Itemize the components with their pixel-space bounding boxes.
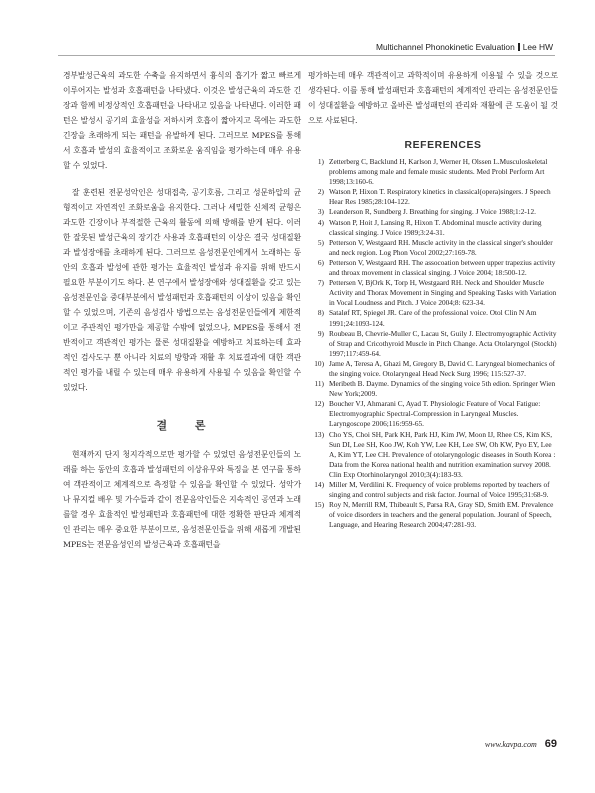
reference-item bbox=[308, 218, 558, 238]
reference-number: 4) bbox=[317, 217, 324, 227]
right-column bbox=[308, 68, 558, 530]
reference-number: 9) bbox=[317, 328, 324, 338]
reference-item bbox=[308, 430, 558, 480]
journal-url[interactable]: www.kavpa.com bbox=[484, 740, 537, 749]
reference-item bbox=[308, 278, 558, 308]
body-paragraph-continued: 평가하는데 매우 객관적이고 과학적이며 유용하게 이용될 수 있을 것으로 생각된다. 이를 통해 발성패턴과 호흡패턴의 체계적인 관리는 음성전문인들이 성대질환을 예방하고 올바른 발성패턴의 관리와 재활에 큰 도움이 될 것으로 사료된다. bbox=[308, 71, 558, 125]
reference-text: Petterson V, Westgaard RH. The assocoation between upper trapezius activity and throax movement in classical singing. J Voice 2004; 18:500-12. bbox=[329, 257, 556, 278]
reference-number: 12) bbox=[314, 399, 324, 409]
conclusion-paragraph: 현재까지 단지 청지각적으로만 평가할 수 있었던 음성전문인들의 노래를 하는 동안의 호흡과 발성패턴의 이상유무와 특징을 본 연구를 통하여 객관적이고 체계적으로 측정할 수 있음을 확인할 수 있었다. 성악가나 뮤지컬 배우 및 가수들과 같이 전문음악인들은 지속적인 공연과 노래를할 경우 효율적인 발성패턴과 호흡패턴에 대한 정확한 판단과 체계적인 관리는 매우 중요한 부분이므로, 음성전문인들을 위해 새롭게 개발된 MPES는 전문음성인의 발성근육과 호흡패턴을 bbox=[63, 450, 301, 549]
reference-text: Watson P, Hixon T. Respiratory kinetics in classical(opera)singers. J Speech Hear Res 1985;28:104-122. bbox=[329, 187, 551, 207]
body-paragraph-2: 잘 훈련된 전문성악인은 성대접촉, 공기호름, 그리고 성문하압의 균형적이고 자연적인 조화로움을 유지한다. 그러나 세밀한 신체적 균형은 과도한 긴장이나 부적절한 근육의 활동에 의해 방해를 받게 된다. 이러한 잘못된 발성근육의 장기간 사용과 호흡패턴의 이상은 결국 성대질환과 발성장애를 초래하게 된다. 그러므로 음성전문인에게서 노래하는 동안의 호흡과 발성에 관한 평가는 효율적인 발성과 유지를 위해 반드시 필요한 부분이기도 하다. 본 연구에서 발성장애와 성대질환을 갖고 있는 음성전문인을 중대부분에서 발성패턴과 호흡패턴의 이상이 있음을 확인할 수 있었으며, 기존의 음성검사 방법으로는 음성전문인들에게 제한적이고 주관적인 평가만을 제공할 수밖에 없었으나, MPES를 통해서 전반적이고 객관적인 평가는 물론 성대질환을 예방하고 치료하는데 효과적인 검사도구 뿐 아니라 치료의 방향과 재활 후 치료결과에 대한 객관적인 평가를 내릴 수 있는데 매우 유용하게 사용될 수 있음을 확인할 수 있었다. bbox=[63, 188, 301, 392]
reference-number: 3) bbox=[317, 207, 324, 217]
reference-text: Boucher VJ, Ahmarani C, Ayad T. Physiologic Feature of Vocal Fatigue: Electromyographic Spectral-Compression in Laryngeal Muscles. Laryngoscope 2006;116:959-65. bbox=[329, 399, 541, 429]
page-footer bbox=[485, 734, 557, 752]
reference-number: 10) bbox=[314, 358, 324, 368]
reference-text: Zetterberg C, Backlund H, Karlson J, Werner H, Olssen L.Musculoskeletal problems among male and female music students. Med Probl Perform Art 1998;13:160-6. bbox=[329, 157, 548, 187]
reference-text: Miller M, Verdilini K. Frequency of voice problems reported by teachers of singing and control subjects and risk factor. Journal of Voice 1995;31:68-9. bbox=[329, 480, 550, 500]
reference-text: Cho YS, Choi SH, Park KH, Park HJ, Kim JW, Moon IJ, Rhee CS, Kim KS, Sun DI, Lee SH, Koo JW, Koh YW, Lee KH, Lee SW, Oh KW, Pyo EY, Lee A, Kim YT, Lee CH. Prevalence of otolaryngologic diseases in South Korea : Data from the Korea national health and nutrition examination survey 2008. Clin Exp Otorhinolaryngol 2010;3(4):183-93. bbox=[329, 429, 556, 479]
reference-text: Petterson V, Westgaard RH. Muscle activity in the classical singer's shoulder and neck region. Log Phon Vocol 2002;27:169-78. bbox=[329, 237, 553, 257]
reference-number: 1) bbox=[317, 157, 324, 166]
reference-item bbox=[308, 187, 558, 207]
reference-number: 13) bbox=[314, 429, 324, 439]
body-paragraph-1: 경부발성근육의 과도한 수축을 유지하면서 흉식의 흡기가 짧고 빠르게 이루어지는 발성과 호흡패턴을 나타냈다. 이것은 발성근육의 과도한 긴장과 함께 비정상적인 호흡패턴을 나타내고 있음을 나타낸다. 이러한 패턴은 발성시 공기의 효율성을 저하시켜 호흡이 짧아지고 목에는 과도한 긴장을 초래하게 되는 패턴을 유발하게 된다. 그러므로 MPES를 통해서 호흡과 발성의 효율적이고 조화로운 움직임을 평가하는데 매우 유용할 수 있었다. bbox=[63, 71, 301, 170]
reference-text: Roy N, Merrill RM, Thibeault S, Parsa RA, Gray SD, Smith EM. Prevalence of voice disorders in teachers and the general population. Jouranl of Speech, Language, and Hearing Research 2004;47:281-93. bbox=[329, 500, 554, 530]
reference-item bbox=[308, 500, 558, 530]
running-title: Multichannel Phonokinetic Evaluation bbox=[375, 42, 515, 52]
reference-number: 5) bbox=[317, 237, 324, 247]
reference-text: Watson P, Hoit J, Lansing R, Hixon T. Abdominal muscle activity during classical singing. J Voice 1989;3:24-31. bbox=[329, 217, 542, 237]
reference-item bbox=[308, 238, 558, 258]
conclusion-heading: 결 론 bbox=[156, 419, 218, 432]
running-header bbox=[376, 42, 553, 52]
reference-item bbox=[308, 258, 558, 278]
reference-item bbox=[308, 308, 558, 328]
reference-item bbox=[308, 480, 558, 500]
reference-number: 2) bbox=[317, 187, 324, 197]
reference-item bbox=[308, 329, 558, 359]
header-separator bbox=[518, 43, 520, 51]
header-rule bbox=[58, 55, 555, 56]
reference-text: Pettersen V, BjOrk K, Torp H, Westgaard RH. Neck and Shoulder Muscle Activity and Thorax Movement in Singing and Speaking Tasks with Variation in Vocal Loudness and Pitch. J Voice 2004;8: 623-34. bbox=[329, 278, 557, 308]
reference-text: Roubeau B, Chevrie-Muller C, Lacau St, Guily J. Electromyographic Activity of Strap and Cricothyroid Muscle in Pitch Change. Acta Otolaryngol (Stockh) 1997;117:459-64. bbox=[329, 328, 557, 358]
reference-item bbox=[308, 157, 558, 187]
reference-number: 8) bbox=[317, 308, 324, 318]
reference-text: Meribeth B. Dayme. Dynamics of the singing voice 5th edion. Springer Wien New York;2009. bbox=[329, 379, 556, 399]
reference-item bbox=[308, 359, 558, 379]
reference-text: Leanderson R, Sundberg J. Breathing for singing. J Voice 1988;1:2-12. bbox=[329, 207, 536, 217]
page-number: 69 bbox=[544, 738, 557, 750]
left-column bbox=[63, 68, 301, 564]
reference-number: 6) bbox=[317, 257, 324, 267]
reference-number: 11) bbox=[314, 379, 324, 389]
reference-item bbox=[308, 399, 558, 429]
running-authors: Lee HW bbox=[522, 42, 553, 52]
reference-number: 7) bbox=[317, 278, 324, 288]
reference-number: 15) bbox=[314, 500, 324, 510]
references-heading: REFERENCES bbox=[404, 140, 482, 151]
reference-text: Sataløf RT, Spiegel JR. Care of the professional voice. Otol Clin N Am 1991;24:1093-124. bbox=[329, 308, 537, 328]
reference-text: Jame A, Teresa A, Ghazi M, Gregory B, David C. Laryngeal biomechanics of the singing voice. Otolaryngeal Head Neck Surg 1996; 115:527-37. bbox=[329, 358, 556, 378]
reference-item bbox=[308, 379, 558, 399]
reference-number: 14) bbox=[314, 480, 324, 489]
reference-item bbox=[308, 207, 558, 217]
references-list bbox=[308, 157, 558, 530]
